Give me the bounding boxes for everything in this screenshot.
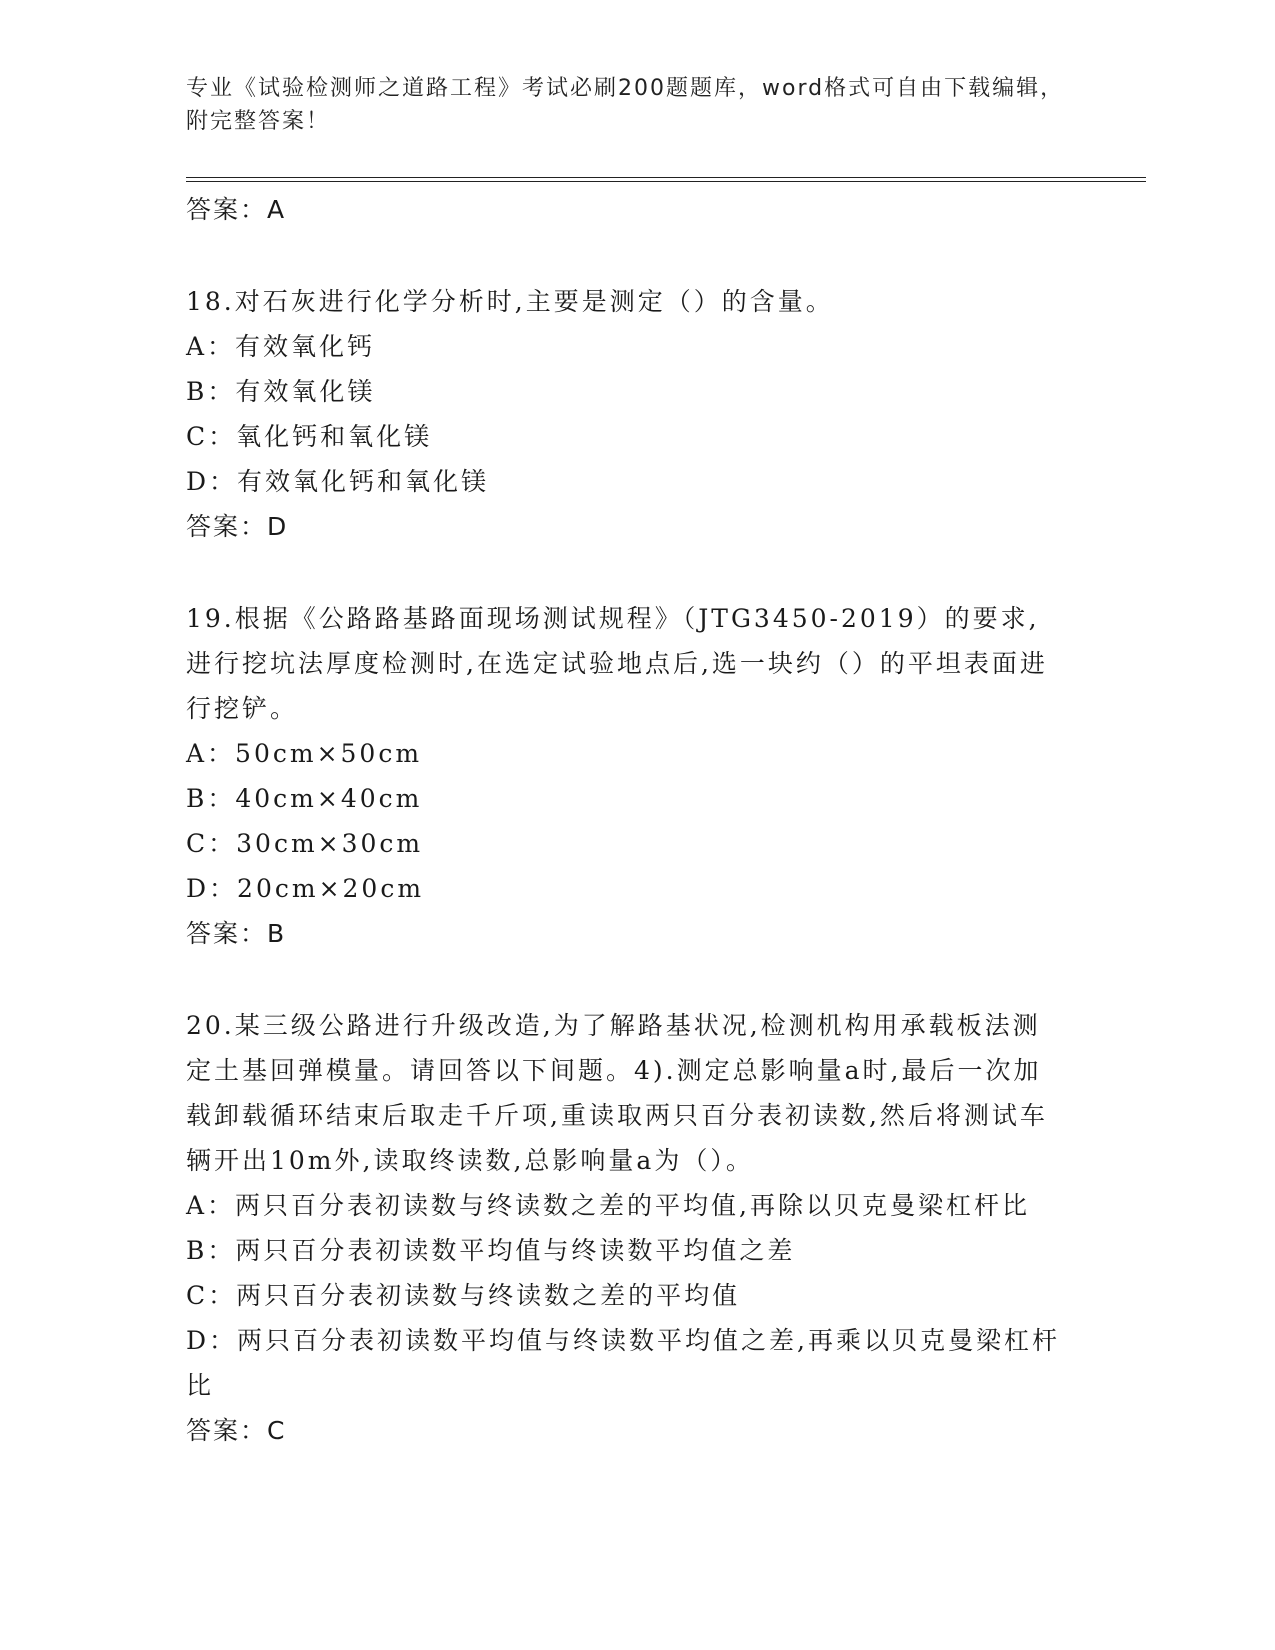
question-stem: 20.某三级公路进行升级改造,为了解路基状况,检测机构用承载板法测定土基回弹模量。请回答以下间题。4).测定总影响量a时,最后一次加载卸载循环结束后取走千斤项,重读取两只百分表初读数,然后将测试车辆开出10m外,读取终读数,总影响量a为（）。 [186, 1011, 1048, 1175]
option-a: A：两只百分表初读数与终读数之差的平均值,再除以贝克曼梁杠杆比 [186, 1191, 1031, 1220]
question-stem: 19.根据《公路路基路面现场测试规程》（JTG3450-2019）的要求,进行挖坑法厚度检测时,在选定试验地点后,选一块约（）的平坦表面进行挖铲。 [186, 604, 1048, 723]
option-c: C：两只百分表初读数与终读数之差的平均值 [186, 1281, 741, 1310]
question-19 [186, 596, 1066, 956]
page-header: 专业《试验检测师之道路工程》考试必刷200题题库，word格式可自由下载编辑，附完整答案！ [186, 76, 1065, 134]
question-20 [186, 1003, 1066, 1453]
header-rule-bottom [186, 181, 1146, 182]
header-rule-top [186, 177, 1146, 178]
option-b: B：两只百分表初读数平均值与终读数平均值之差 [186, 1236, 796, 1265]
previous-answer: 答案：A [186, 195, 287, 224]
answer: 答案：D [186, 512, 289, 541]
option-d: D：两只百分表初读数平均值与终读数平均值之差,再乘以贝克曼梁杠杆比 [186, 1326, 1060, 1400]
option-a: A：50cm×50cm [186, 739, 423, 768]
option-d: D：有效氧化钙和氧化镁 [186, 467, 490, 496]
option-b: B：40cm×40cm [186, 784, 423, 813]
option-c: C：氧化钙和氧化镁 [186, 422, 433, 451]
question-list [186, 187, 1066, 1453]
option-b: B：有效氧化镁 [186, 377, 376, 406]
answer: 答案：B [186, 919, 287, 948]
option-a: A：有效氧化钙 [186, 332, 376, 361]
option-c: C：30cm×30cm [186, 829, 424, 858]
question-stem: 18.对石灰进行化学分析时,主要是测定（）的含量。 [186, 287, 834, 316]
answer: 答案：C [186, 1416, 287, 1445]
option-d: D：20cm×20cm [186, 874, 425, 903]
question-18 [186, 279, 1066, 549]
